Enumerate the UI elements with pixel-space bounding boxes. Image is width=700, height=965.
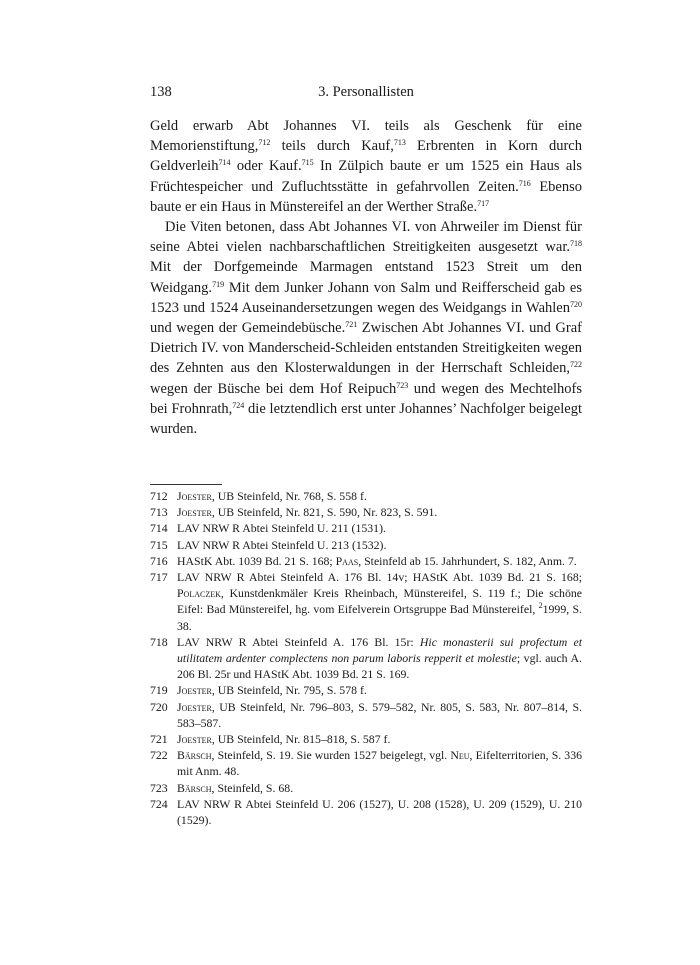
text-run: Mit dem Junker Johann von Salm und Reifferscheid gab es 1523 und 1524 Auseinandersetzungen wegen des Weidgangs in Wahlen (150, 279, 582, 316)
citation-text: , UB Steinfeld, Nr. 768, S. 558 f. (211, 489, 367, 503)
citation-text: , Steinfeld, S. 19. Sie wurden 1527 beigelegt, vgl. (211, 748, 451, 763)
footnote-text: LAV NRW R Abtei Steinfeld U. 213 (1532). (177, 537, 387, 552)
citation-text: ; vgl. auch A. 206 Bl. 25r und HAStK Abt. 1039 Bd. 21 S. 169. (177, 651, 582, 682)
footnote-text (177, 747, 582, 779)
footnote-number: 723 (150, 780, 168, 795)
footnote-ref[interactable]: 724 (232, 400, 245, 410)
text-run: Die Viten betonen, dass Abt Johannes VI. von Ahrweiler im Dienst für seine Abtei vielen nachbarschaftlichen Streitigkeiten ausgesetzt war. (150, 219, 582, 256)
footnote-714 (150, 520, 582, 536)
footnote-720 (150, 699, 582, 731)
citation-text: , UB Steinfeld, Nr. 815–818, S. 587 f. (211, 732, 391, 747)
footnote-ref[interactable]: 722 (570, 360, 582, 370)
text-run: Mit der Dorfgemeinde Marmagen entstand 1523 Streit um den Weidgang. (150, 259, 582, 296)
footnote-text: LAV NRW R Abtei Steinfeld U. 206 (1527), U. 208 (1528), U. 209 (1529), U. 210 (1529). (177, 796, 582, 828)
footnote-number: 720 (150, 699, 168, 714)
text-run: Zwischen Abt Johannes VI. und Graf Dietrich IV. von Manderscheid-Schleiden entstanden Streitigkeiten wegen des Zehnten aus den Klosterwaldungen in der Herrschaft Schleiden, (150, 320, 582, 377)
footnote-text (177, 634, 582, 683)
footnote-text (177, 731, 582, 747)
footnote-text (177, 682, 582, 698)
footnote-number: 715 (150, 537, 168, 552)
text-run: Ebenso baute er ein Haus in Münstereifel an der Werther Straße. (150, 178, 583, 215)
author-name: Neu (450, 748, 470, 763)
footnote-716 (150, 553, 582, 569)
footnote-ref[interactable]: 716 (518, 178, 531, 188)
footnote-717 (150, 569, 582, 634)
footnote-ref[interactable]: 712 (258, 138, 271, 148)
citation-text: , UB Steinfeld, Nr. 796–803, S. 579–582, Nr. 805, S. 583, Nr. 807–814, S. 583–587. (177, 699, 582, 730)
footnote-text (177, 488, 582, 504)
footnote-719 (150, 682, 582, 698)
footnote-ref[interactable]: 721 (345, 320, 358, 330)
footnote-724 (150, 796, 582, 828)
footnote-text (177, 569, 582, 634)
citation-text: , UB Steinfeld, Nr. 795, S. 578 f. (211, 683, 367, 698)
footnote-number: 716 (150, 553, 168, 568)
footnote-number: 717 (150, 570, 168, 585)
footnote-715 (150, 537, 582, 553)
footnote-713 (150, 504, 582, 520)
footnote-text (177, 504, 582, 520)
footnote-text (177, 780, 582, 796)
citation-text: LAV NRW R Abtei Steinfeld A. 176 Bl. 14v; HAStK Abt. 1039 Bd. 21 S. 168; (177, 570, 582, 585)
text-run: und wegen der Gemeindebüsche. (150, 320, 346, 337)
paragraph-2 (150, 217, 582, 439)
citation-text: , Steinfeld ab 15. Jahrhundert, S. 182, Anm. 7. (358, 553, 577, 568)
author-name: Joester (177, 489, 212, 503)
footnote-ref[interactable]: 714 (218, 158, 231, 168)
footnote-721 (150, 731, 582, 747)
footnote-divider (150, 484, 222, 485)
author-name: Bärsch (177, 780, 212, 795)
footnote-ref[interactable]: 720 (570, 299, 582, 309)
citation-text: LAV NRW R Abtei Steinfeld A. 176 Bl. 15r: (177, 634, 420, 649)
main-text (150, 116, 582, 439)
author-name: Paas (335, 553, 359, 568)
footnote-number: 724 (150, 796, 168, 811)
footnote-text (177, 699, 582, 731)
footnote-ref[interactable]: 719 (212, 279, 225, 289)
page-header (150, 84, 582, 104)
author-name: Joester (177, 505, 212, 520)
author-name: Polaczek (177, 586, 221, 601)
citation-text: , UB Steinfeld, Nr. 821, S. 590, Nr. 823, S. 591. (211, 505, 438, 520)
latin-quote: Hic monasterii sui profectum et utilitatem ardenter complectens non parum laboris repperit et molestie (177, 634, 582, 666)
author-name: Joester (177, 699, 212, 714)
footnote-ref[interactable]: 715 (301, 158, 314, 168)
footnote-712 (150, 488, 582, 504)
footnote-ref[interactable]: 717 (477, 198, 490, 208)
citation-text: , Steinfeld, S. 68. (211, 780, 294, 795)
author-name: Joester (177, 732, 212, 747)
text-run: wegen der Büsche bei dem Hof Reipuch (150, 380, 397, 397)
page-number: 138 (150, 84, 172, 100)
text-run: oder Kauf. (230, 158, 302, 175)
footnote-number: 721 (150, 732, 168, 747)
footnote-ref[interactable]: 718 (570, 239, 582, 249)
citation-text: , Kunstdenkmäler Kreis Rheinbach, Münstereifel, S. 119 f.; Die schöne Eifel: Bad Münstereifel, hg. vom Eifelverein Ortsgruppe Bad Münstereifel, (177, 586, 582, 617)
footnote-ref[interactable]: 713 (393, 138, 406, 148)
footnote-number: 714 (150, 521, 168, 536)
footnote-number: 712 (150, 489, 168, 503)
footnote-number: 722 (150, 748, 168, 763)
citation-text: HAStK Abt. 1039 Bd. 21 S. 168; (177, 553, 336, 568)
citation-text: 1999, S. 38. (177, 602, 582, 633)
text-run: In Zülpich baute er um 1525 ein Haus als Früchtespeicher und Zufluchtsstätte in gefahrvollen Zeiten. (150, 158, 582, 195)
footnote-text: LAV NRW R Abtei Steinfeld U. 211 (1531). (177, 521, 386, 536)
author-name: Joester (177, 683, 212, 698)
footnote-718 (150, 634, 582, 683)
footnote-number: 718 (150, 634, 168, 649)
author-name: Bärsch (177, 748, 212, 763)
footnotes (150, 488, 582, 828)
text-run: und wegen des Mechtelhofs bei Frohnrath, (150, 380, 583, 417)
footnote-number: 713 (150, 505, 168, 520)
citation-text: , Eifelterritorien, S. 336 mit Anm. 48. (177, 748, 583, 779)
running-title: 3. Personallisten (318, 84, 414, 100)
text-run: die letztendlich erst unter Johannes’ Nachfolger beigelegt wurden. (150, 400, 582, 438)
text-run: teils durch Kauf, (270, 138, 394, 155)
paragraph-1 (150, 116, 582, 217)
text-run: Geld erwarb Abt Johannes VI. teils als Geschenk für eine Memorienstiftung, (150, 118, 582, 155)
footnote-ref[interactable]: 723 (396, 380, 409, 390)
text-run: Erbrenten in Korn durch Geldverleih (150, 138, 582, 175)
edition-superscript: 2 (538, 601, 543, 611)
footnote-text (177, 553, 582, 569)
footnote-723 (150, 780, 582, 796)
footnote-number: 719 (150, 683, 168, 698)
footnote-722 (150, 747, 582, 779)
